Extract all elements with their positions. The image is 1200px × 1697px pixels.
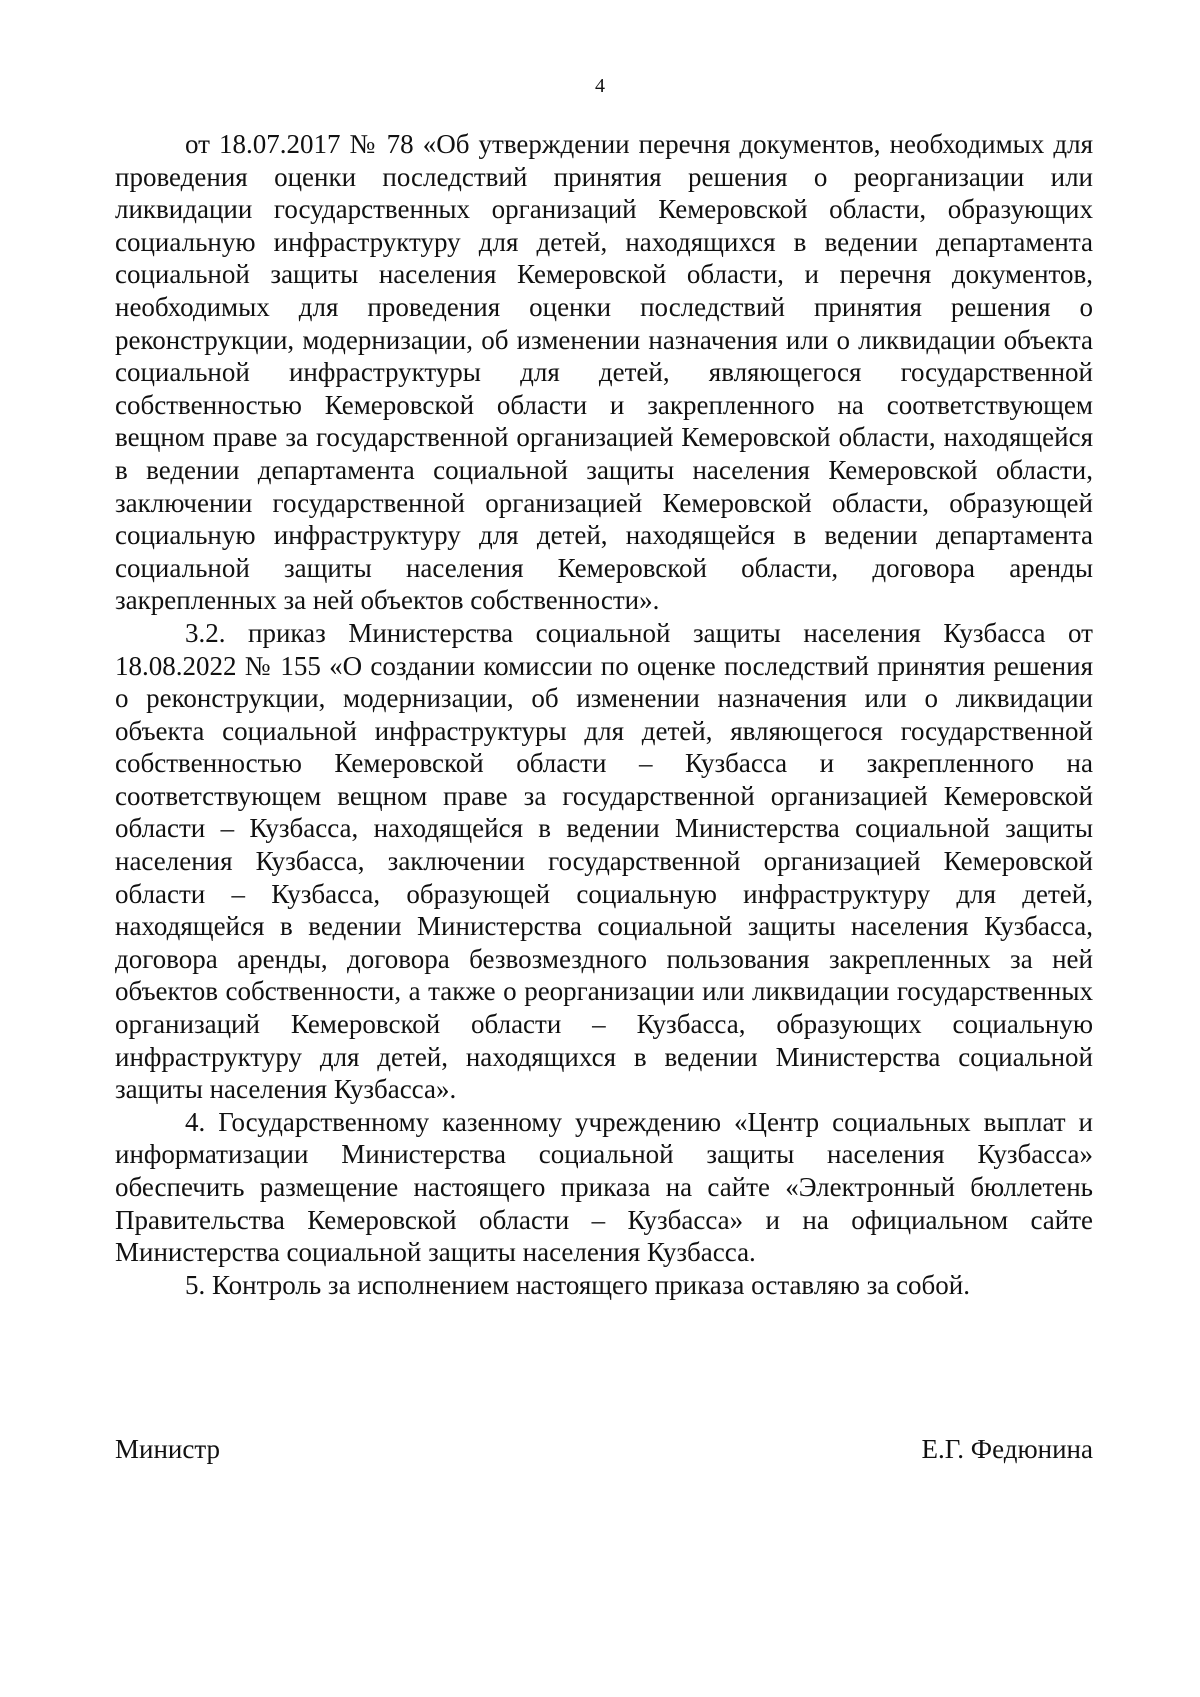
- signature-block: [115, 1433, 1093, 1465]
- document-body: [115, 128, 1093, 1301]
- paragraph-continuation: от 18.07.2017 № 78 «Об утверждении перечня документов, необходимых для проведения оценки последствий принятия решения о реорганизации или ликвидации государственных организаций Кемеровской области, образующих социальную инфраструктуру для детей, находящихся в ведении департамента социальной защиты населения Кемеровской области, и перечня документов, необходимых для проведения оценки последствий принятия решения о реконструкции, модернизации, об изменении назначения или о ликвидации объекта социальной инфраструктуры для детей, являющегося государственной собственностью Кемеровской области и закрепленного на соответствующем вещном праве за государственной организацией Кемеровской области, находящейся в ведении департамента социальной защиты населения Кемеровской области, заключении государственной организацией Кемеровской области, образующей социальную инфраструктуру для детей, находящейся в ведении департамента социальной защиты населения Кемеровской области, договора аренды закрепленных за ней объектов собственности».: [115, 129, 1093, 616]
- paragraph-5: 5. Контроль за исполнением настоящего приказа оставляю за собой.: [185, 1269, 970, 1300]
- paragraph-4: 4. Государственному казенному учреждению «Центр социальных выплат и информатизации Министерства социальной защиты населения Кузбасса» обеспечить размещение настоящего приказа на сайте «Электронный бюллетень Правительства Кемеровской области – Кузбасса» и на официальном сайте Министерства социальной защиты населения Кузбасса.: [115, 1106, 1093, 1268]
- signatory-position: Министр: [115, 1434, 220, 1464]
- paragraph-3-2: 3.2. приказ Министерства социальной защиты населения Кузбасса от 18.08.2022 № 155 «О создании комиссии по оценке последствий принятия решения о реконструкции, модернизации, об изменении назначения или о ликвидации объекта социальной инфраструктуры для детей, являющегося государственной собственностью Кемеровской области – Кузбасса и закрепленного на соответствующем вещном праве за государственной организацией Кемеровской области – Кузбасса, находящейся в ведении Министерства социальной защиты населения Кузбасса, заключении государственной организацией Кемеровской области – Кузбасса, образующей социальную инфраструктуру для детей, находящейся в ведении Министерства социальной защиты населения Кузбасса, договора аренды, договора безвозмездного пользования закрепленных за ней объектов собственности, а также о реорганизации или ликвидации государственных организаций Кемеровской области – Кузбасса, образующих социальную инфраструктуру для детей, находящихся в ведении Министерства социальной защиты населения Кузбасса».: [115, 617, 1093, 1105]
- signatory-name: Е.Г. Федюнина: [921, 1434, 1093, 1464]
- page-number: 4: [595, 75, 605, 97]
